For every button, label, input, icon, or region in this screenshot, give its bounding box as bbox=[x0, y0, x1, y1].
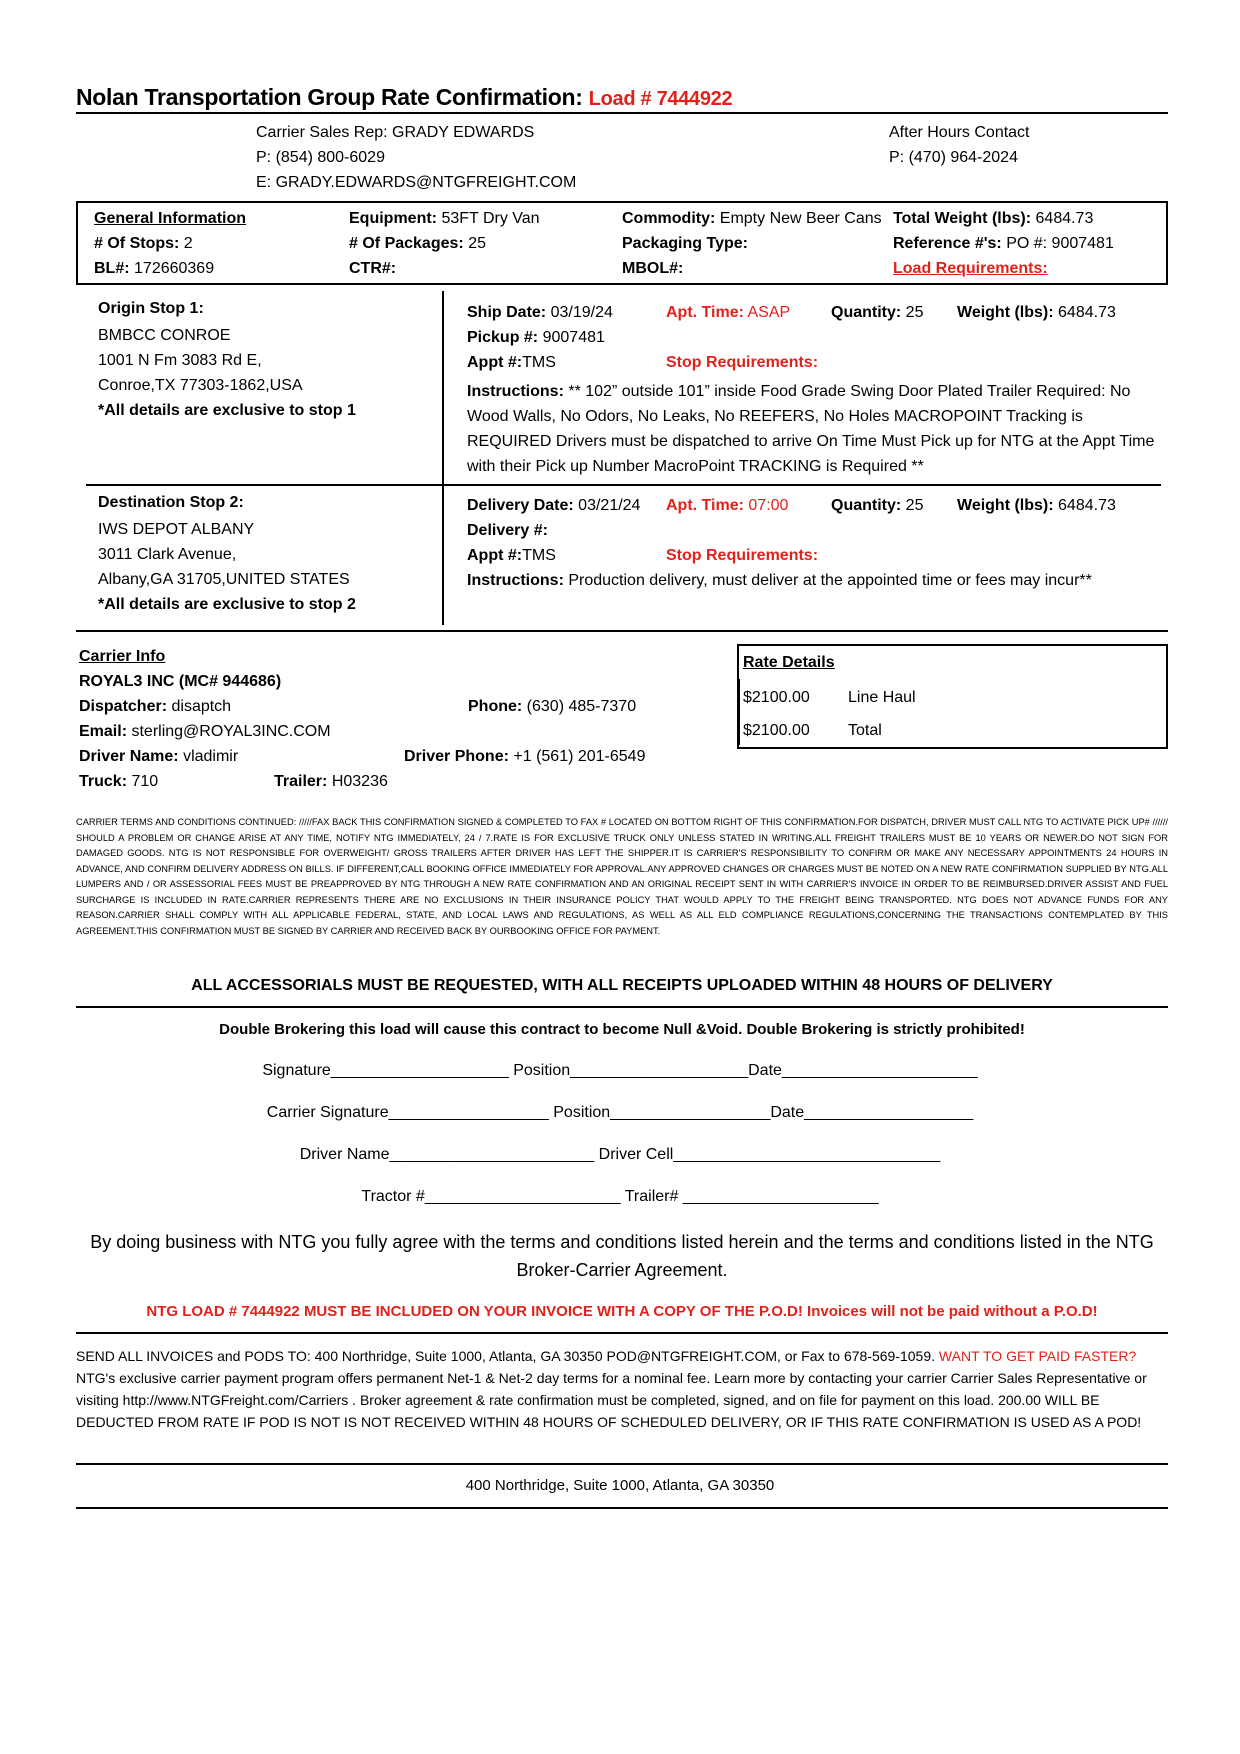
destination-exclusive: *All details are exclusive to stop 2 bbox=[98, 596, 356, 613]
stops-divider bbox=[442, 291, 444, 625]
driver-phone-field: Driver Phone: +1 (561) 201-6549 bbox=[404, 748, 646, 765]
page-title bbox=[76, 84, 732, 111]
load-requirements-link[interactable]: Load Requirements: bbox=[893, 260, 1048, 277]
carrier-phone-field: Phone: (630) 485-7370 bbox=[468, 698, 637, 715]
reference-field: Reference #'s: PO #: 9007481 bbox=[893, 235, 1114, 252]
accessorials-divider bbox=[76, 1006, 1168, 1008]
origin-appt-field: Appt #:TMS bbox=[467, 354, 556, 371]
destination-instructions: Instructions: Production delivery, must deliver at the appointed time or fees may incur** bbox=[467, 572, 1092, 589]
tractor-trailer-line[interactable]: Tractor #______________________ Trailer# ______________________ bbox=[361, 1188, 879, 1205]
company-title: Nolan Transportation Group Rate Confirmation: bbox=[76, 84, 583, 110]
equipment-field: Equipment: 53FT Dry Van bbox=[349, 210, 540, 227]
footer-bottom-divider bbox=[76, 1507, 1168, 1509]
general-info-heading: General Information bbox=[94, 210, 247, 227]
destination-address2: Albany,GA 31705,UNITED STATES bbox=[98, 571, 350, 588]
load-number: Load # 7444922 bbox=[588, 88, 733, 110]
destination-quantity: Quantity: 25 bbox=[831, 497, 924, 514]
destination-appt-field: Appt #:TMS bbox=[467, 547, 556, 564]
rate-line-haul-desc: Line Haul bbox=[848, 689, 916, 706]
footer-top-divider bbox=[76, 1463, 1168, 1465]
origin-address2: Conroe,TX 77303-1862,USA bbox=[98, 377, 303, 394]
ctr-field: CTR#: bbox=[349, 260, 397, 277]
agreement-text: By doing business with NTG you fully agree with the terms and conditions listed herein and the terms and conditions listed in the NTG Broker-Carrier Agreement. bbox=[90, 1232, 1154, 1280]
trailer-field: Trailer: H03236 bbox=[274, 773, 388, 790]
origin-instructions: Instructions: ** 102” outside 101” inside Food Grade Swing Door Plated Trailer Required: No Wood Walls, No Odors, No Leaks, No REEFERS, No Holes MACROPOINT Tracking is REQUIRED Drivers must be dispatched to arrive On Time Must Pick up for NTG at the Appt Time with their Pick up Number MacroPoint TRACKING is Required ** bbox=[467, 383, 1155, 475]
rate-total-amount: $2100.00 bbox=[743, 722, 810, 739]
packages-field: # Of Packages: 25 bbox=[349, 235, 486, 252]
truck-field: Truck: 710 bbox=[79, 773, 159, 790]
origin-address1: 1001 N Fm 3083 Rd E, bbox=[98, 352, 262, 369]
carrier-info-heading: Carrier Info bbox=[79, 648, 166, 665]
origin-apt-time: Apt. Time: ASAP bbox=[666, 304, 791, 321]
stop-separator bbox=[86, 484, 1161, 486]
sales-rep: Carrier Sales Rep: GRADY EDWARDS bbox=[256, 124, 535, 141]
signature-line[interactable]: Signature____________________ Position____________________Date______________________ bbox=[262, 1062, 978, 1079]
driver-name-field: Driver Name: vladimir bbox=[79, 748, 239, 765]
origin-stop-requirements: Stop Requirements: bbox=[666, 354, 819, 371]
double-brokering-notice: Double Brokering this load will cause this contract to become Null &Void. Double Brokering is strictly prohibited! bbox=[219, 1021, 1025, 1038]
carrier-section-divider bbox=[76, 630, 1168, 632]
destination-heading: Destination Stop 2: bbox=[98, 494, 244, 511]
delivery-date-field: Delivery Date: 03/21/24 bbox=[467, 497, 641, 514]
destination-apt-time: Apt. Time: 07:00 bbox=[666, 497, 789, 514]
after-hours-label: After Hours Contact bbox=[889, 124, 1030, 141]
origin-exclusive: *All details are exclusive to stop 1 bbox=[98, 402, 356, 419]
destination-name: IWS DEPOT ALBANY bbox=[98, 521, 255, 538]
rate-details-heading: Rate Details bbox=[743, 654, 835, 671]
header-divider bbox=[76, 112, 1168, 114]
invoice-instructions: SEND ALL INVOICES and PODS TO: 400 Northridge, Suite 1000, Atlanta, GA 30350 POD@NTGFREIGHT.COM, or Fax to 678-569-1059. WANT TO GET PAID FASTER? NTG's exclusive carrier payment program offers permanent Net-1 & Net-2 day terms for a nominal fee. Learn more by contacting your carrier Carrier Sales Representative or visiting http://www.NTGFreight.com/Carriers . Broker agreement & rate confirmation must be completed, signed, and on file for payment on this load. 200.00 WILL BE DEDUCTED FROM RATE IF POD IS NOT IS NOT RECEIVED WITHIN 48 HOURS OF SCHEDULED DELIVERY, OR IF THIS RATE CONFIRMATION IS USED AS A POD! bbox=[76, 1348, 1147, 1430]
destination-address1: 3011 Clark Avenue, bbox=[98, 546, 237, 563]
commodity-field: Commodity: Empty New Beer Cans bbox=[622, 210, 882, 227]
after-hours-phone: P: (470) 964-2024 bbox=[889, 149, 1018, 166]
pickup-number-field: Pickup #: 9007481 bbox=[467, 329, 605, 346]
terms-and-conditions: CARRIER TERMS AND CONDITIONS CONTINUED: /////FAX BACK THIS CONFIRMATION SIGNED & COMPLETED TO FAX # LOCATED ON BOTTOM RIGHT OF THIS CONFIRMATION.FOR DISPATCH, DRIVER MUST CALL NTG TO ACTIVATE PICK UP# ////// SHOULD A PROBLEM OR CHANGE ARISE AT ANY TIME, NOTIFY NTG IMMEDIATELY, 24 / 7.RATE IS FOR EXCLUSIVE TRUCK ONLY UNLESS STATED IN WRITING.ALL FREIGHT TRAILERS MUST BE 10 YEARS OR NEWER.DO NOT SIGN FOR DAMAGED GOODS. NTG IS NOT RESPONSIBLE FOR OVERWEIGHT/ GROSS TRAILERS AFTER DRIVER HAS LEFT THE SHIPPER.IT IS CARRIER'S RESPONSIBILITY TO CONFIRM OR MAKE ANY NECESSARY APPOINTMENTS 24 HOURS IN ADVANCE, AND CONFIRM DELIVERY ADDRESS ON BILLS. IF DIFFERENT,CALL BOOKING OFFICE IMMEDIATELY FOR APPROVAL.ANY APPROVED CHANGES OR CHARGES MUST BE NOTED ON A NEW RATE CONFIRMATION SUPPLIED BY NTG.ALL LUMPERS AND / OR ASSESSORIAL FEES MUST BE PREAPPROVED BY NTG THROUGH A NEW RATE CONFIRMATION AND AN ORIGINAL RECEIPT SENT IN WITH CARRIER'S INVOICE IN ORDER TO BE REIMBURSED.DRIVER ASSIST AND FUEL SURCHARGE IS INCLUDED IN RATE.CARRIER REPRESENTS THERE ARE NO EXCLUSIONS IN THEIR INSURANCE POLICY THAT WOULD APPLY TO THE FREIGHT BEING TRANSPORTED. NTG DOES NOT ADVANCE FUNDS FOR ANY REASON.CARRIER SHALL COMPLY WITH ALL APPLICABLE FEDERAL, STATE, AND LOCAL LAWS AND REGULATIONS, AS WELL AS ALL ELD COMPLIANCE REGULATIONS,CONCERNING THE TRANSACTIONS CONTEMPLATED BY THIS AGREEMENT.THIS CONFIRMATION MUST BE SIGNED BY CARRIER AND RECEIVED BACK BY OURBOOKING OFFICE FOR PAYMENT. bbox=[76, 817, 1168, 936]
origin-name: BMBCC CONROE bbox=[98, 327, 231, 344]
carrier-signature-line[interactable]: Carrier Signature__________________ Position__________________Date___________________ bbox=[266, 1104, 974, 1121]
total-weight-field: Total Weight (lbs): 6484.73 bbox=[893, 210, 1094, 227]
driver-name-line[interactable]: Driver Name_______________________ Driver Cell______________________________ bbox=[299, 1146, 941, 1163]
ship-date-field: Ship Date: 03/19/24 bbox=[467, 304, 613, 321]
packaging-field: Packaging Type: bbox=[622, 235, 748, 252]
footer-address: 400 Northridge, Suite 1000, Atlanta, GA 30350 bbox=[465, 1477, 775, 1494]
destination-weight: Weight (lbs): 6484.73 bbox=[957, 497, 1116, 514]
dispatcher-field: Dispatcher: disaptch bbox=[79, 698, 232, 715]
bl-field: BL#: 172660369 bbox=[94, 260, 215, 277]
delivery-number-field: Delivery #: bbox=[467, 522, 548, 539]
rate-line-haul-amount: $2100.00 bbox=[743, 689, 810, 706]
sales-email: E: GRADY.EDWARDS@NTGFREIGHT.COM bbox=[256, 174, 577, 191]
sales-phone: P: (854) 800-6029 bbox=[256, 149, 385, 166]
origin-heading: Origin Stop 1: bbox=[98, 300, 204, 317]
pod-divider bbox=[76, 1332, 1168, 1334]
mbol-field: MBOL#: bbox=[622, 260, 684, 277]
rate-total-desc: Total bbox=[848, 722, 882, 739]
accessorials-notice: ALL ACCESSORIALS MUST BE REQUESTED, WITH ALL RECEIPTS UPLOADED WITHIN 48 HOURS OF DELIVERY bbox=[191, 977, 1053, 994]
destination-stop-requirements: Stop Requirements: bbox=[666, 547, 819, 564]
carrier-email-field: Email: sterling@ROYAL3INC.COM bbox=[79, 723, 331, 740]
stops-field: # Of Stops: 2 bbox=[94, 235, 193, 252]
origin-weight: Weight (lbs): 6484.73 bbox=[957, 304, 1116, 321]
origin-quantity: Quantity: 25 bbox=[831, 304, 924, 321]
carrier-name: ROYAL3 INC (MC# 944686) bbox=[79, 673, 282, 690]
pod-notice: NTG LOAD # 7444922 MUST BE INCLUDED ON YOUR INVOICE WITH A COPY OF THE P.O.D! Invoices will not be paid without a P.O.D! bbox=[146, 1303, 1098, 1320]
rate-inner-divider bbox=[739, 679, 740, 745]
